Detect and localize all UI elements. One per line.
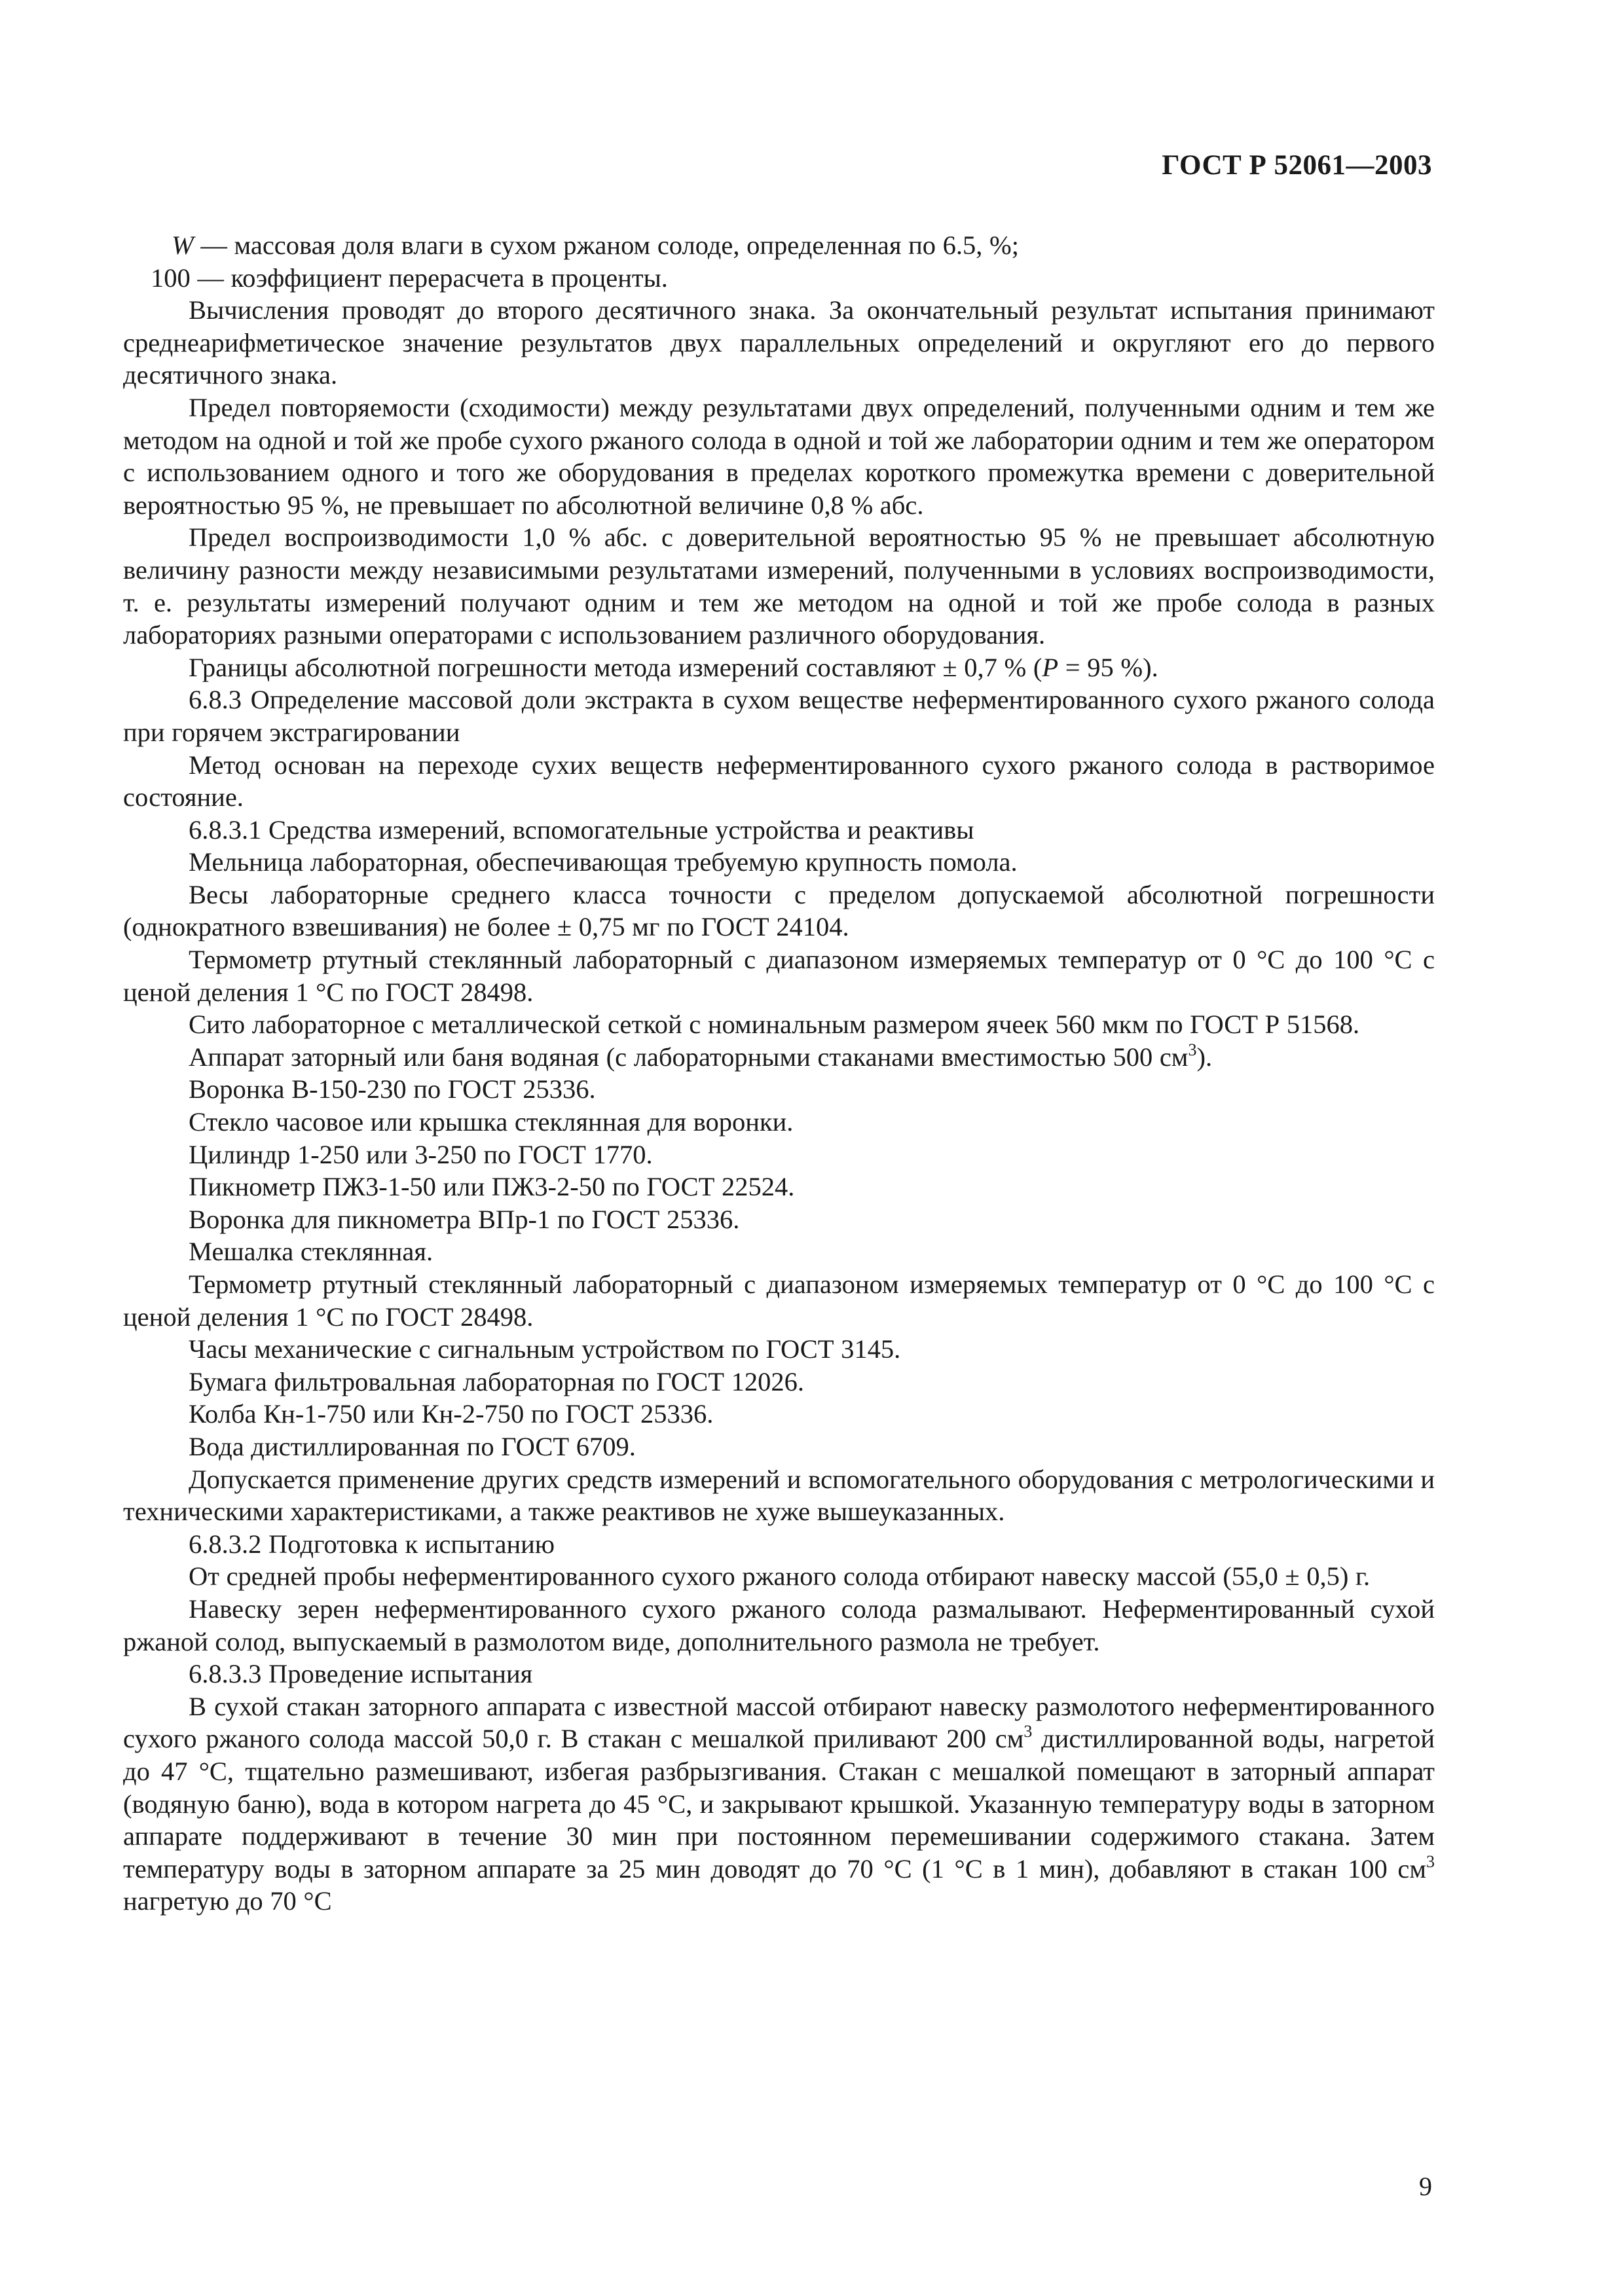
paragraph: В сухой стакан заторного аппарата с известной массой отбирают навеску размолотого неферментированного сухого ржаного солода массой 50,0 г. В стакан с мешалкой приливают 200 $см^3$ дистиллированной воды, нагретой до 47 °С, тщательно размешивают, избегая разбрызгивания. Стакан с мешалкой помещают в заторный аппарат (водяную баню), вода в котором нагрета до 45 °С, и закрывают крышкой. Указанную температуру воды в заторном аппарате поддерживают в течение 30 мин при постоянном перемешивании содержимого стакана. Затем температуру воды в заторном аппарате за 25 мин доводят до 70 °С (1 °С в 1 мин), добавляют в стакан 100 $см^3$ нагретую до 70 °С bbox=[123, 1691, 1435, 1916]
paragraph: Термометр ртутный стеклянный лабораторный с диапазоном измеряемых температур от 0 °С до 100 °С с ценой деления 1 °С по ГОСТ 28498. bbox=[123, 945, 1435, 1007]
paragraph: Воронка для пикнометра ВПр-1 по ГОСТ 25336. bbox=[189, 1204, 740, 1234]
paragraph: Цилиндр 1-250 или 3-250 по ГОСТ 1770. bbox=[189, 1139, 653, 1169]
paragraph: Предел воспроизводимости 1,0 % абс. с доверительной вероятностью 95 % не превышает абсолютную величину разности между независимыми результатами измерений, полученными в условиях воспроизводимости, т. е. результаты измерений получают одним и тем же методом на одной и той же пробе солода в разных лабораториях разными операторами с использованием различного оборудования. bbox=[123, 522, 1435, 650]
paragraph: Предел повторяемости (сходимости) между результатами двух определений, полученными одним и тем же методом на одной и той же пробе сухого ржаного солода в одной и той же лаборатории одним и тем же оператором с использованием одного и того же оборудования в пределах короткого промежутка времени с доверительной вероятностью 95 %, не превышает по абсолютной величине 0,8 % абс. bbox=[123, 392, 1435, 520]
paragraph: Воронка В-150-230 по ГОСТ 25336. bbox=[189, 1074, 596, 1104]
standard-code-header: ГОСТ Р 52061—2003 bbox=[1162, 150, 1432, 181]
paragraph: Бумага фильтровальная лабораторная по ГОСТ 12026. bbox=[189, 1366, 804, 1396]
paragraph: Колба Кн-1-750 или Кн-2-750 по ГОСТ 25336. bbox=[189, 1399, 714, 1429]
paragraph: Термометр ртутный стеклянный лабораторный с диапазоном измеряемых температур от 0 °С до 100 °С с ценой деления 1 °С по ГОСТ 28498. bbox=[123, 1269, 1435, 1332]
paragraph: Сито лабораторное с металлической сеткой с номинальным размером ячеек 560 мкм по ГОСТ Р 51568. bbox=[189, 1010, 1360, 1040]
paragraph: W — массовая доля влаги в сухом ржаном солоде, определенная по 6.5, %; bbox=[172, 230, 1020, 260]
paragraph: Аппарат заторный или баня водяная (с лабораторными стаканами вместимостью 500 $см^3$). bbox=[189, 1040, 1213, 1072]
paragraph: Вода дистиллированная по ГОСТ 6709. bbox=[189, 1431, 636, 1461]
paragraph: Метод основан на переходе сухих веществ неферментированного сухого ржаного солода в растворимое состояние. bbox=[123, 750, 1435, 812]
paragraph: 6.8.3.2 Подготовка к испытанию bbox=[189, 1529, 555, 1559]
paragraph: Допускается применение других средств измерений и вспомогательного оборудования с метрологическими и техническими характеристиками, а также реактивов не хуже вышеуказанных. bbox=[123, 1464, 1435, 1527]
paragraph: Часы механические с сигнальным устройством по ГОСТ 3145. bbox=[189, 1334, 901, 1364]
paragraph: 6.8.3.3 Проведение испытания bbox=[189, 1659, 533, 1689]
paragraph: От средней пробы неферментированного сухого ржаного солода отбирают навеску массой (55,0 ± 0,5) г. bbox=[189, 1561, 1371, 1592]
paragraph: 6.8.3 Определение массовой доли экстракта в сухом веществе неферментированного сухого ржаного солода при горячем экстрагировании bbox=[123, 685, 1435, 747]
paragraph: Навеску зерен неферментированного сухого ржаного солода размалывают. Неферментированный сухой ржаной солод, выпускаемый в размолотом виде, дополнительного размола не требует. bbox=[123, 1594, 1435, 1656]
paragraph: Вычисления проводят до второго десятичного знака. За окончательный результат испытания принимают среднеарифметическое значение результатов двух параллельных определений и округляют его до первого десятичного знака. bbox=[123, 295, 1435, 390]
paragraph: Стекло часовое или крышка стеклянная для воронки. bbox=[189, 1107, 794, 1137]
page-number: 9 bbox=[1419, 2172, 1432, 2201]
paragraph: 6.8.3.1 Средства измерений, вспомогательные устройства и реактивы bbox=[189, 814, 974, 845]
paragraph: Мельница лабораторная, обеспечивающая требуемую крупность помола. bbox=[189, 847, 1018, 877]
paragraph: Пикнометр ПЖ3-1-50 или ПЖ3-2-50 по ГОСТ 22524. bbox=[189, 1172, 795, 1202]
paragraph: Весы лабораторные среднего класса точности с пределом допускаемой абсолютной погрешности (однократного взвешивания) не более ± 0,75 мг по ГОСТ 24104. bbox=[123, 879, 1435, 942]
paragraph: Мешалка стеклянная. bbox=[189, 1237, 433, 1267]
paragraph: Границы абсолютной погрешности метода измерений составляют ± 0,7 % (P = 95 %). bbox=[189, 652, 1158, 682]
document-body bbox=[123, 229, 1435, 1918]
paragraph: 100 — коэффициент перерасчета в проценты. bbox=[151, 263, 668, 293]
